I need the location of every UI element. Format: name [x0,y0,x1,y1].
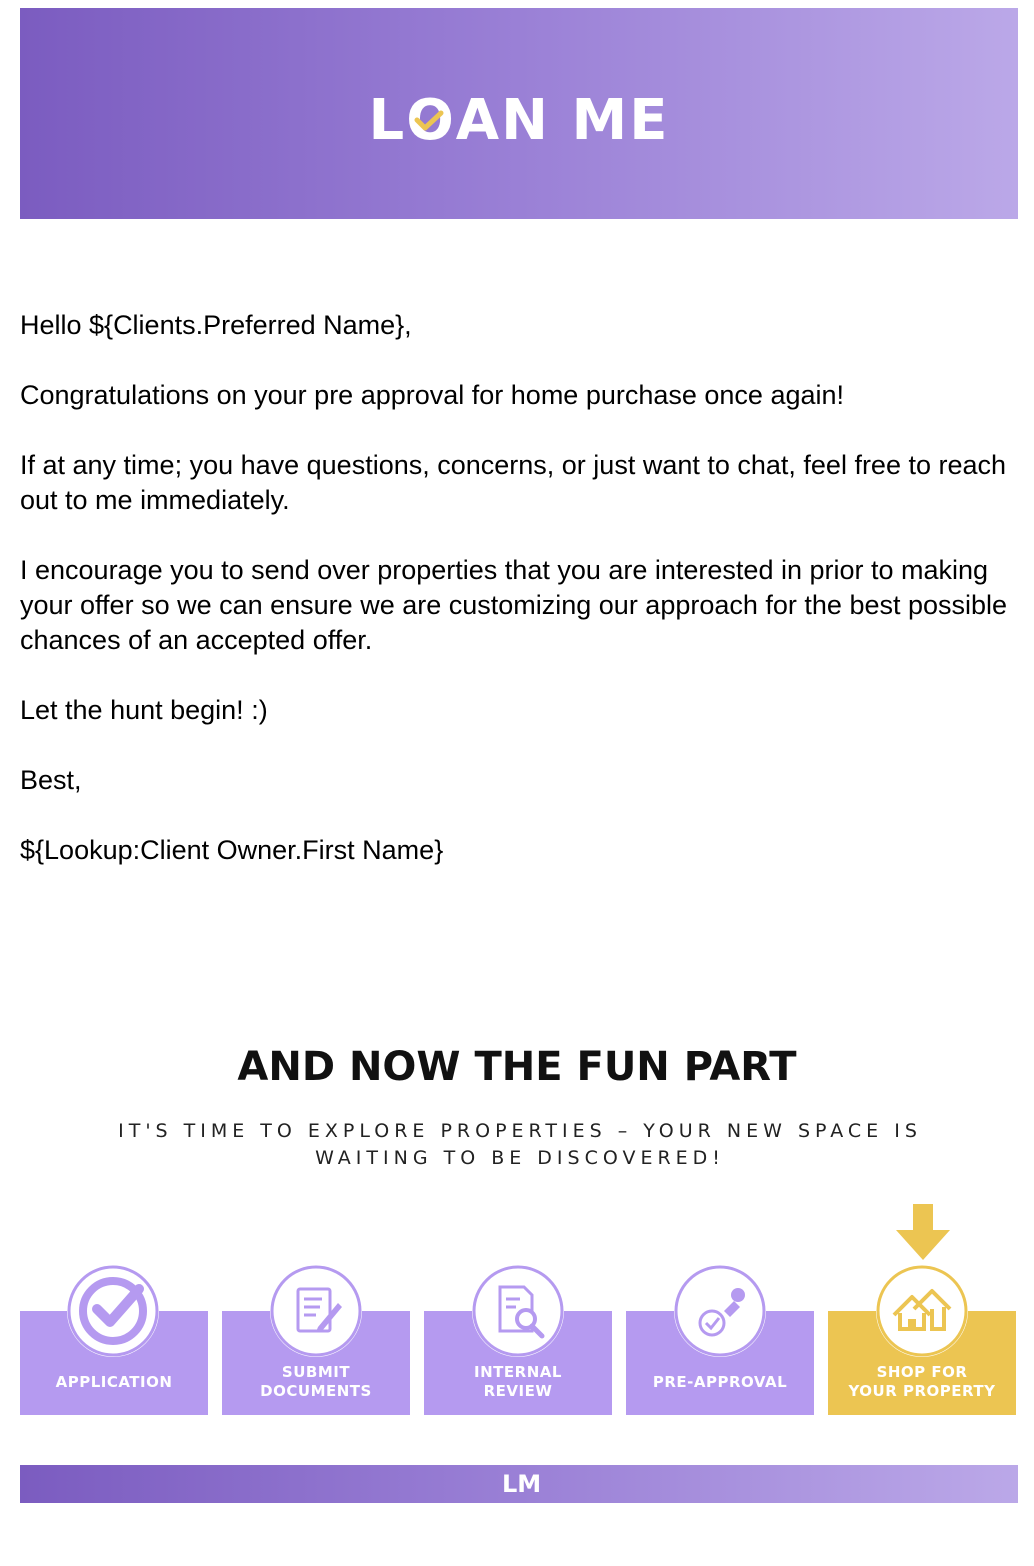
greeting: Hello ${Clients.Preferred Name}, [20,310,412,340]
paragraph-hunt: Let the hunt begin! :) [20,695,268,725]
down-arrow-icon [896,1204,950,1260]
step-label: PRE-APPROVAL [652,1373,788,1391]
document-search-icon [472,1265,564,1357]
fun-part-subtitle: IT'S TIME TO EXPLORE PROPERTIES – YOUR NEW SPACE IS WAITING TO BE DISCOVERED! [118,1120,922,1169]
loan-me-logo [20,88,1018,154]
step-label-line1: SHOP FOR [876,1363,968,1381]
footer-bar [20,1465,1018,1503]
logo-letter-l: L [368,88,407,153]
step-label-line2: DOCUMENTS [260,1382,372,1400]
step-label-line2: YOUR PROPERTY [848,1382,996,1400]
step-label-line1: INTERNAL [474,1363,562,1381]
check-circle-icon [67,1265,159,1357]
houses-icon [876,1265,968,1357]
step-label-line1: SUBMIT [281,1363,351,1381]
logo-letter-o: O [406,88,456,153]
signature: ${Lookup:Client Owner.First Name} [20,835,444,865]
logo-check-icon [414,110,444,132]
step-label-line2: REVIEW [483,1382,553,1400]
progress-steps [20,1265,1018,1417]
stamp-icon [674,1265,766,1357]
paragraph-congrats: Congratulations on your pre approval for home purchase once again! [20,380,845,410]
paragraph-questions: If at any time; you have questions, concerns, or just want to chat, feel free to reach out to me immediately. [20,450,1007,515]
lm-logo: LM [502,1470,542,1498]
logo-letters-an-me: AN ME [455,88,670,153]
paragraph-properties: I encourage you to send over properties that you are interested in prior to making your offer so we can ensure we are customizing our approach for the best possible chances of an accepted offer. [20,555,1008,655]
signoff: Best, [20,765,82,795]
email-body [20,308,1020,903]
step-label: APPLICATION [55,1373,173,1391]
document-pen-icon [270,1265,362,1357]
fun-part-title: AND NOW THE FUN PART [237,1044,797,1090]
header-banner [20,8,1018,219]
